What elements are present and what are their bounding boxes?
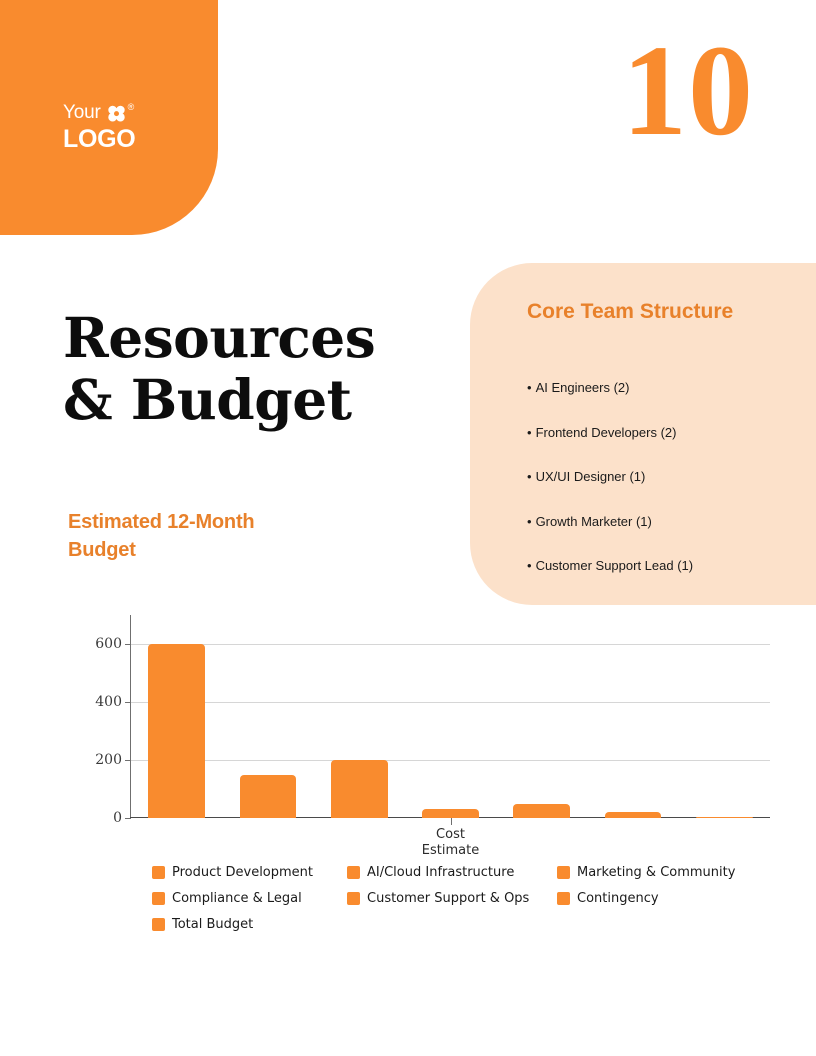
y-axis-tick-label: 0 [113, 810, 122, 826]
legend-row [152, 892, 792, 910]
y-axis-tick-label: 400 [95, 694, 122, 710]
gridline [131, 644, 770, 645]
x-axis-tick-mark [451, 818, 452, 825]
legend-row [152, 918, 792, 936]
budget-section-heading: Estimated 12-Month Budget [68, 511, 255, 562]
legend-item[interactable] [347, 866, 557, 879]
page-title-line-2: & Budget [63, 366, 352, 432]
legend-label: Compliance & Legal [172, 891, 302, 906]
list-item [527, 514, 807, 530]
list-item [527, 380, 807, 396]
legend-item[interactable] [347, 892, 557, 905]
legend-swatch-icon [557, 892, 570, 905]
chart-bar [513, 804, 570, 819]
logo-top-row [63, 103, 173, 125]
gridline [131, 702, 770, 703]
chart-bar [331, 760, 388, 818]
y-axis-tick-mark [125, 702, 131, 703]
page-title-line-1: Resources [63, 304, 376, 370]
core-team-list [527, 380, 807, 603]
legend-swatch-icon [347, 892, 360, 905]
list-item [527, 425, 807, 441]
page-title [63, 304, 463, 432]
legend-item[interactable] [152, 918, 347, 931]
list-item [527, 469, 807, 485]
page-number: 10 [622, 19, 754, 163]
legend-item[interactable] [557, 866, 757, 879]
y-axis-tick-mark [125, 818, 131, 819]
legend-label: AI/Cloud Infrastructure [367, 865, 515, 880]
legend-swatch-icon [152, 892, 165, 905]
legend-swatch-icon [347, 866, 360, 879]
chart-bar [422, 809, 479, 818]
legend-label: Total Budget [172, 917, 254, 932]
logo-word-your: Your [63, 102, 101, 123]
bullet-icon: • [527, 380, 532, 395]
y-axis-tick-label: 200 [95, 752, 122, 768]
y-axis-tick-mark [125, 760, 131, 761]
logo-word-logo: LOGO [63, 125, 136, 153]
y-axis-tick-label: 600 [95, 636, 122, 652]
list-item-label: Customer Support Lead (1) [535, 558, 694, 574]
gridline [131, 760, 770, 761]
bullet-icon: • [527, 469, 532, 485]
y-axis-line [130, 615, 131, 818]
logo [63, 103, 173, 152]
legend-label: Marketing & Community [577, 865, 736, 880]
chart-legend [152, 866, 792, 944]
legend-swatch-icon [152, 918, 165, 931]
legend-swatch-icon [557, 866, 570, 879]
chart-bar [696, 817, 753, 819]
list-item [527, 558, 807, 574]
x-axis-label-line: Cost [436, 827, 465, 842]
chart-bar [605, 812, 662, 818]
bullet-icon: • [527, 558, 532, 574]
legend-swatch-icon [152, 866, 165, 879]
legend-item[interactable] [557, 892, 757, 905]
legend-label: Customer Support & Ops [367, 891, 530, 906]
list-item-label: AI Engineers (2) [535, 380, 630, 395]
bullet-icon: • [527, 424, 532, 440]
core-team-panel [470, 263, 816, 605]
y-axis-tick-mark [125, 644, 131, 645]
legend-item[interactable] [152, 892, 347, 905]
legend-item[interactable] [152, 866, 347, 879]
flower-logo-mark-icon [107, 105, 126, 126]
list-item-label: Frontend Developers (2) [535, 424, 677, 440]
list-item-label: Growth Marketer (1) [535, 513, 652, 529]
chart-bar [240, 775, 297, 819]
list-item-label: UX/UI Designer (1) [535, 469, 646, 485]
legend-row [152, 866, 792, 884]
legend-label: Contingency [577, 891, 659, 906]
chart-plot-area [95, 615, 770, 859]
bullet-icon: • [527, 513, 532, 529]
header-orange-block [0, 0, 218, 235]
registered-trademark-icon: ® [127, 102, 135, 112]
chart-bar [148, 644, 205, 818]
legend-label: Product Development [172, 865, 314, 880]
budget-bar-chart [60, 605, 790, 875]
core-team-heading: Core Team Structure [527, 300, 734, 323]
x-axis-label [422, 827, 479, 860]
x-axis-label-line: Estimate [421, 843, 480, 859]
